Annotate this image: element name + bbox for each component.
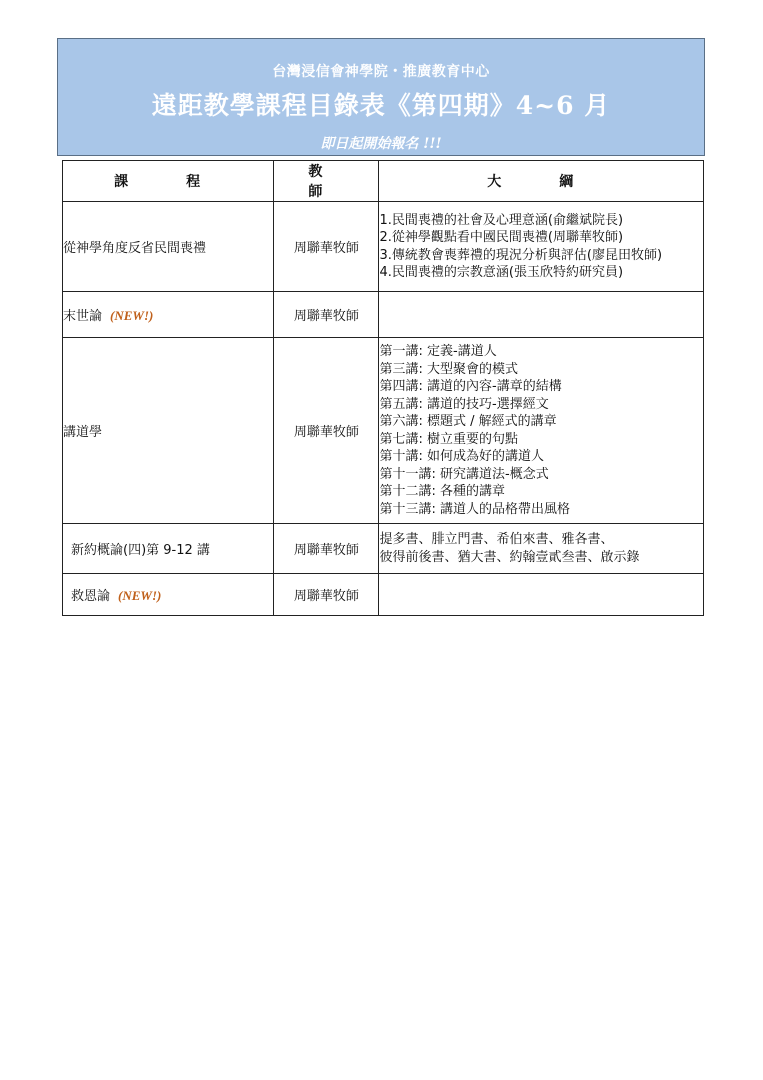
new-badge: (NEW!) (118, 588, 162, 603)
table-row (63, 292, 704, 338)
outline-item: 第三講: 大型聚會的模式 (379, 361, 518, 377)
outline-item: 4.民間喪禮的宗教意涵(張玉欣特約研究員) (379, 265, 624, 280)
outline-item: 第一講: 定義-講道人 (379, 344, 497, 359)
outline-item: 1.民間喪禮的社會及心理意涵(俞繼斌院長) (379, 212, 624, 228)
outline-item: 第四講: 講道的內容-講章的結構 (379, 379, 562, 394)
header-outline: 大 綱 (379, 161, 704, 202)
header-course: 課 程 (63, 161, 274, 202)
course-name: 新約概論(四)第 9-12 講 (71, 543, 210, 558)
table-header-row (63, 161, 704, 202)
outline-item: 2.從神學觀點看中國民間喪禮(周聯華牧師) (379, 230, 624, 245)
outline-item: 第十二講: 各種的講章 (379, 484, 505, 499)
course-catalog-table (62, 160, 704, 616)
course-name: 講道學 (63, 425, 103, 440)
teacher-cell: 周聯華牧師 (274, 338, 379, 524)
outline-item: 3.傳統教會喪葬禮的現況分析與評估(廖昆田牧師) (379, 247, 663, 263)
outline-cell (379, 202, 704, 292)
outline-cell (379, 292, 704, 338)
course-cell (63, 338, 274, 524)
outline-cell (379, 524, 704, 574)
outline-item: 第十講: 如何成為好的講道人 (379, 449, 544, 464)
outline-item: 第六講: 標題式 / 解經式的講章 (379, 414, 557, 429)
header-banner (57, 38, 705, 156)
outline-cell (379, 338, 704, 524)
new-badge: (NEW!) (110, 308, 154, 323)
table-row (63, 338, 704, 524)
course-cell (63, 524, 274, 574)
header-teacher: 教 師 (274, 161, 379, 202)
org-name: 台灣浸信會神學院・推廣教育中心 (272, 64, 490, 80)
table-row (63, 202, 704, 292)
registration-notice: 即日起開始報名 !!! (320, 136, 442, 152)
teacher-cell: 周聯華牧師 (274, 574, 379, 616)
course-cell (63, 292, 274, 338)
course-cell (63, 202, 274, 292)
course-name: 從神學角度反省民間喪禮 (63, 241, 207, 256)
outline-item: 彼得前後書、猶大書、約翰壹貳叁書、啟示錄 (379, 549, 640, 565)
course-cell (63, 574, 274, 616)
page-title: 遠距教學課程目錄表《第四期》4~6 月 (151, 91, 611, 120)
teacher-cell: 周聯華牧師 (274, 202, 379, 292)
outline-item: 提多書、腓立門書、希伯來書、雅各書、 (379, 532, 614, 547)
outline-item: 第十三講: 講道人的品格帶出風格 (379, 501, 570, 517)
table-row (63, 524, 704, 574)
outline-item: 第七講: 樹立重要的句點 (379, 431, 518, 447)
outline-item: 第五講: 講道的技巧-選擇經文 (379, 396, 549, 412)
course-name: 救恩論 (71, 589, 111, 604)
course-name: 末世論 (63, 309, 103, 324)
outline-cell (379, 574, 704, 616)
teacher-cell: 周聯華牧師 (274, 524, 379, 574)
table-row (63, 574, 704, 616)
outline-item: 第十一講: 研究講道法-概念式 (379, 466, 549, 482)
teacher-cell: 周聯華牧師 (274, 292, 379, 338)
